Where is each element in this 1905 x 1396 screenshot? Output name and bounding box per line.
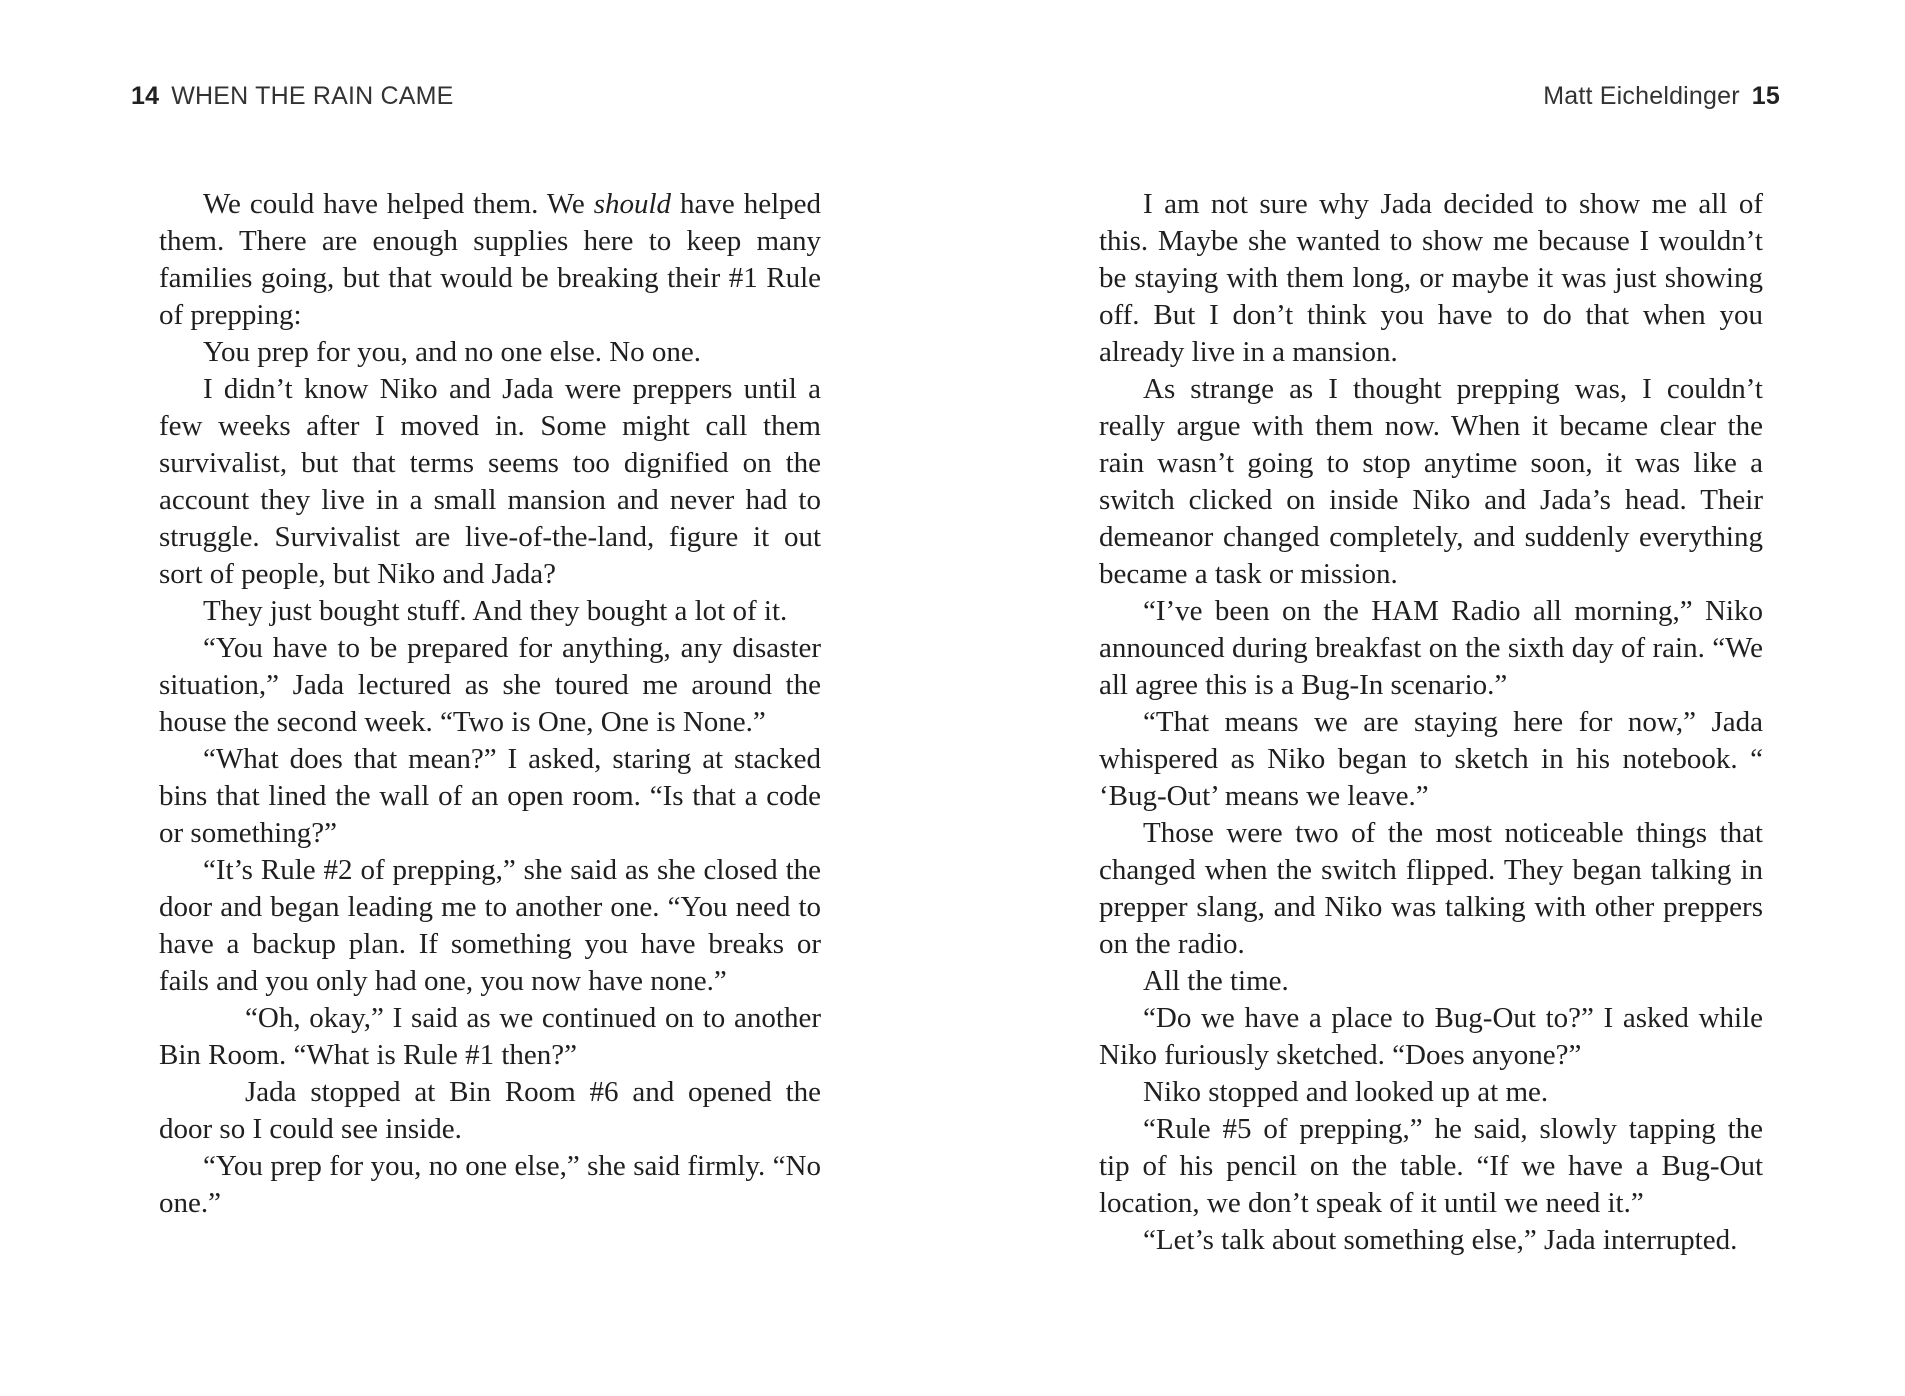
paragraph: They just bought stuff. And they bought a lot of it. xyxy=(203,595,788,627)
paragraph: I didn’t know Niko and Jada were preppers until a few weeks after I moved in. Some might call them survivalist, but that terms seems too dignified on the account they live in a small mansion and never had to struggle. Survivalist are live-of-the-land, figure it out sort of people, but Niko and Jada? xyxy=(159,373,821,590)
author-name-header: Matt Eicheldinger xyxy=(1543,82,1740,110)
paragraph: Jada stopped at Bin Room #6 and opened the door so I could see inside. xyxy=(159,1076,821,1145)
paragraph: “Let’s talk about something else,” Jada interrupted. xyxy=(1143,1224,1738,1256)
paragraph: “What does that mean?” I asked, staring at stacked bins that lined the wall of an open room. “Is that a code or something?” xyxy=(159,743,821,849)
paragraph: “I’ve been on the HAM Radio all morning,” Niko announced during breakfast on the sixth day of rain. “We all agree this is a Bug-In scenario.” xyxy=(1099,595,1763,701)
left-running-head xyxy=(131,82,454,111)
paragraph-text: We could have helped them. We xyxy=(203,188,594,220)
paragraph xyxy=(159,186,821,334)
paragraph: I am not sure why Jada decided to show me all of this. Maybe she wanted to show me because I wouldn’t be staying with them long, or maybe it was just showing off. But I don’t think you have to do that when you already live in a mansion. xyxy=(1099,188,1763,368)
right-running-head xyxy=(1543,82,1780,111)
paragraph: “Oh, okay,” I said as we continued on to another Bin Room. “What is Rule #1 then?” xyxy=(159,1002,821,1071)
paragraph-text: have helped them. There are enough supplies here to keep many families going, but that would be breaking their #1 Rule of prepping: xyxy=(159,188,822,331)
book-title-header: WHEN THE RAIN CAME xyxy=(171,82,454,110)
left-body-text xyxy=(159,186,821,1222)
paragraph: “It’s Rule #2 of prepping,” she said as she closed the door and began leading me to another one. “You need to have a backup plan. If something you have breaks or fails and you only had one, you now have none.” xyxy=(159,854,821,997)
paragraph: “That means we are staying here for now,” Jada whispered as Niko began to sketch in his notebook. “ ‘Bug-Out’ means we leave.” xyxy=(1099,706,1763,812)
paragraph: “Rule #5 of prepping,” he said, slowly tapping the tip of his pencil on the table. “If we have a Bug-Out location, we don’t speak of it until we need it.” xyxy=(1099,1113,1763,1219)
right-page xyxy=(952,0,1905,1396)
left-page xyxy=(0,0,952,1396)
paragraph: All the time. xyxy=(1143,965,1289,997)
paragraph: “You prep for you, no one else,” she said firmly. “No one.” xyxy=(159,1150,821,1219)
paragraph: You prep for you, and no one else. No one. xyxy=(203,336,702,368)
paragraph: Those were two of the most noticeable things that changed when the switch flipped. They began talking in prepper slang, and Niko was talking with other preppers on the radio. xyxy=(1099,817,1763,960)
paragraph: “Do we have a place to Bug-Out to?” I asked while Niko furiously sketched. “Does anyone?” xyxy=(1099,1002,1763,1071)
emphasis-text: should xyxy=(593,188,672,220)
left-page-number: 14 xyxy=(131,82,160,110)
paragraph: As strange as I thought prepping was, I couldn’t really argue with them now. When it became clear the rain wasn’t going to stop anytime soon, it was like a switch clicked on inside Niko and Jada’s head. Their demeanor changed completely, and suddenly everything became a task or mission. xyxy=(1099,373,1763,590)
right-body-text xyxy=(1099,186,1763,1259)
paragraph: Niko stopped and looked up at me. xyxy=(1143,1076,1549,1108)
paragraph: “You have to be prepared for anything, any disaster situation,” Jada lectured as she toured me around the house the second week. “Two is One, One is None.” xyxy=(159,632,821,738)
right-page-number: 15 xyxy=(1751,82,1780,110)
